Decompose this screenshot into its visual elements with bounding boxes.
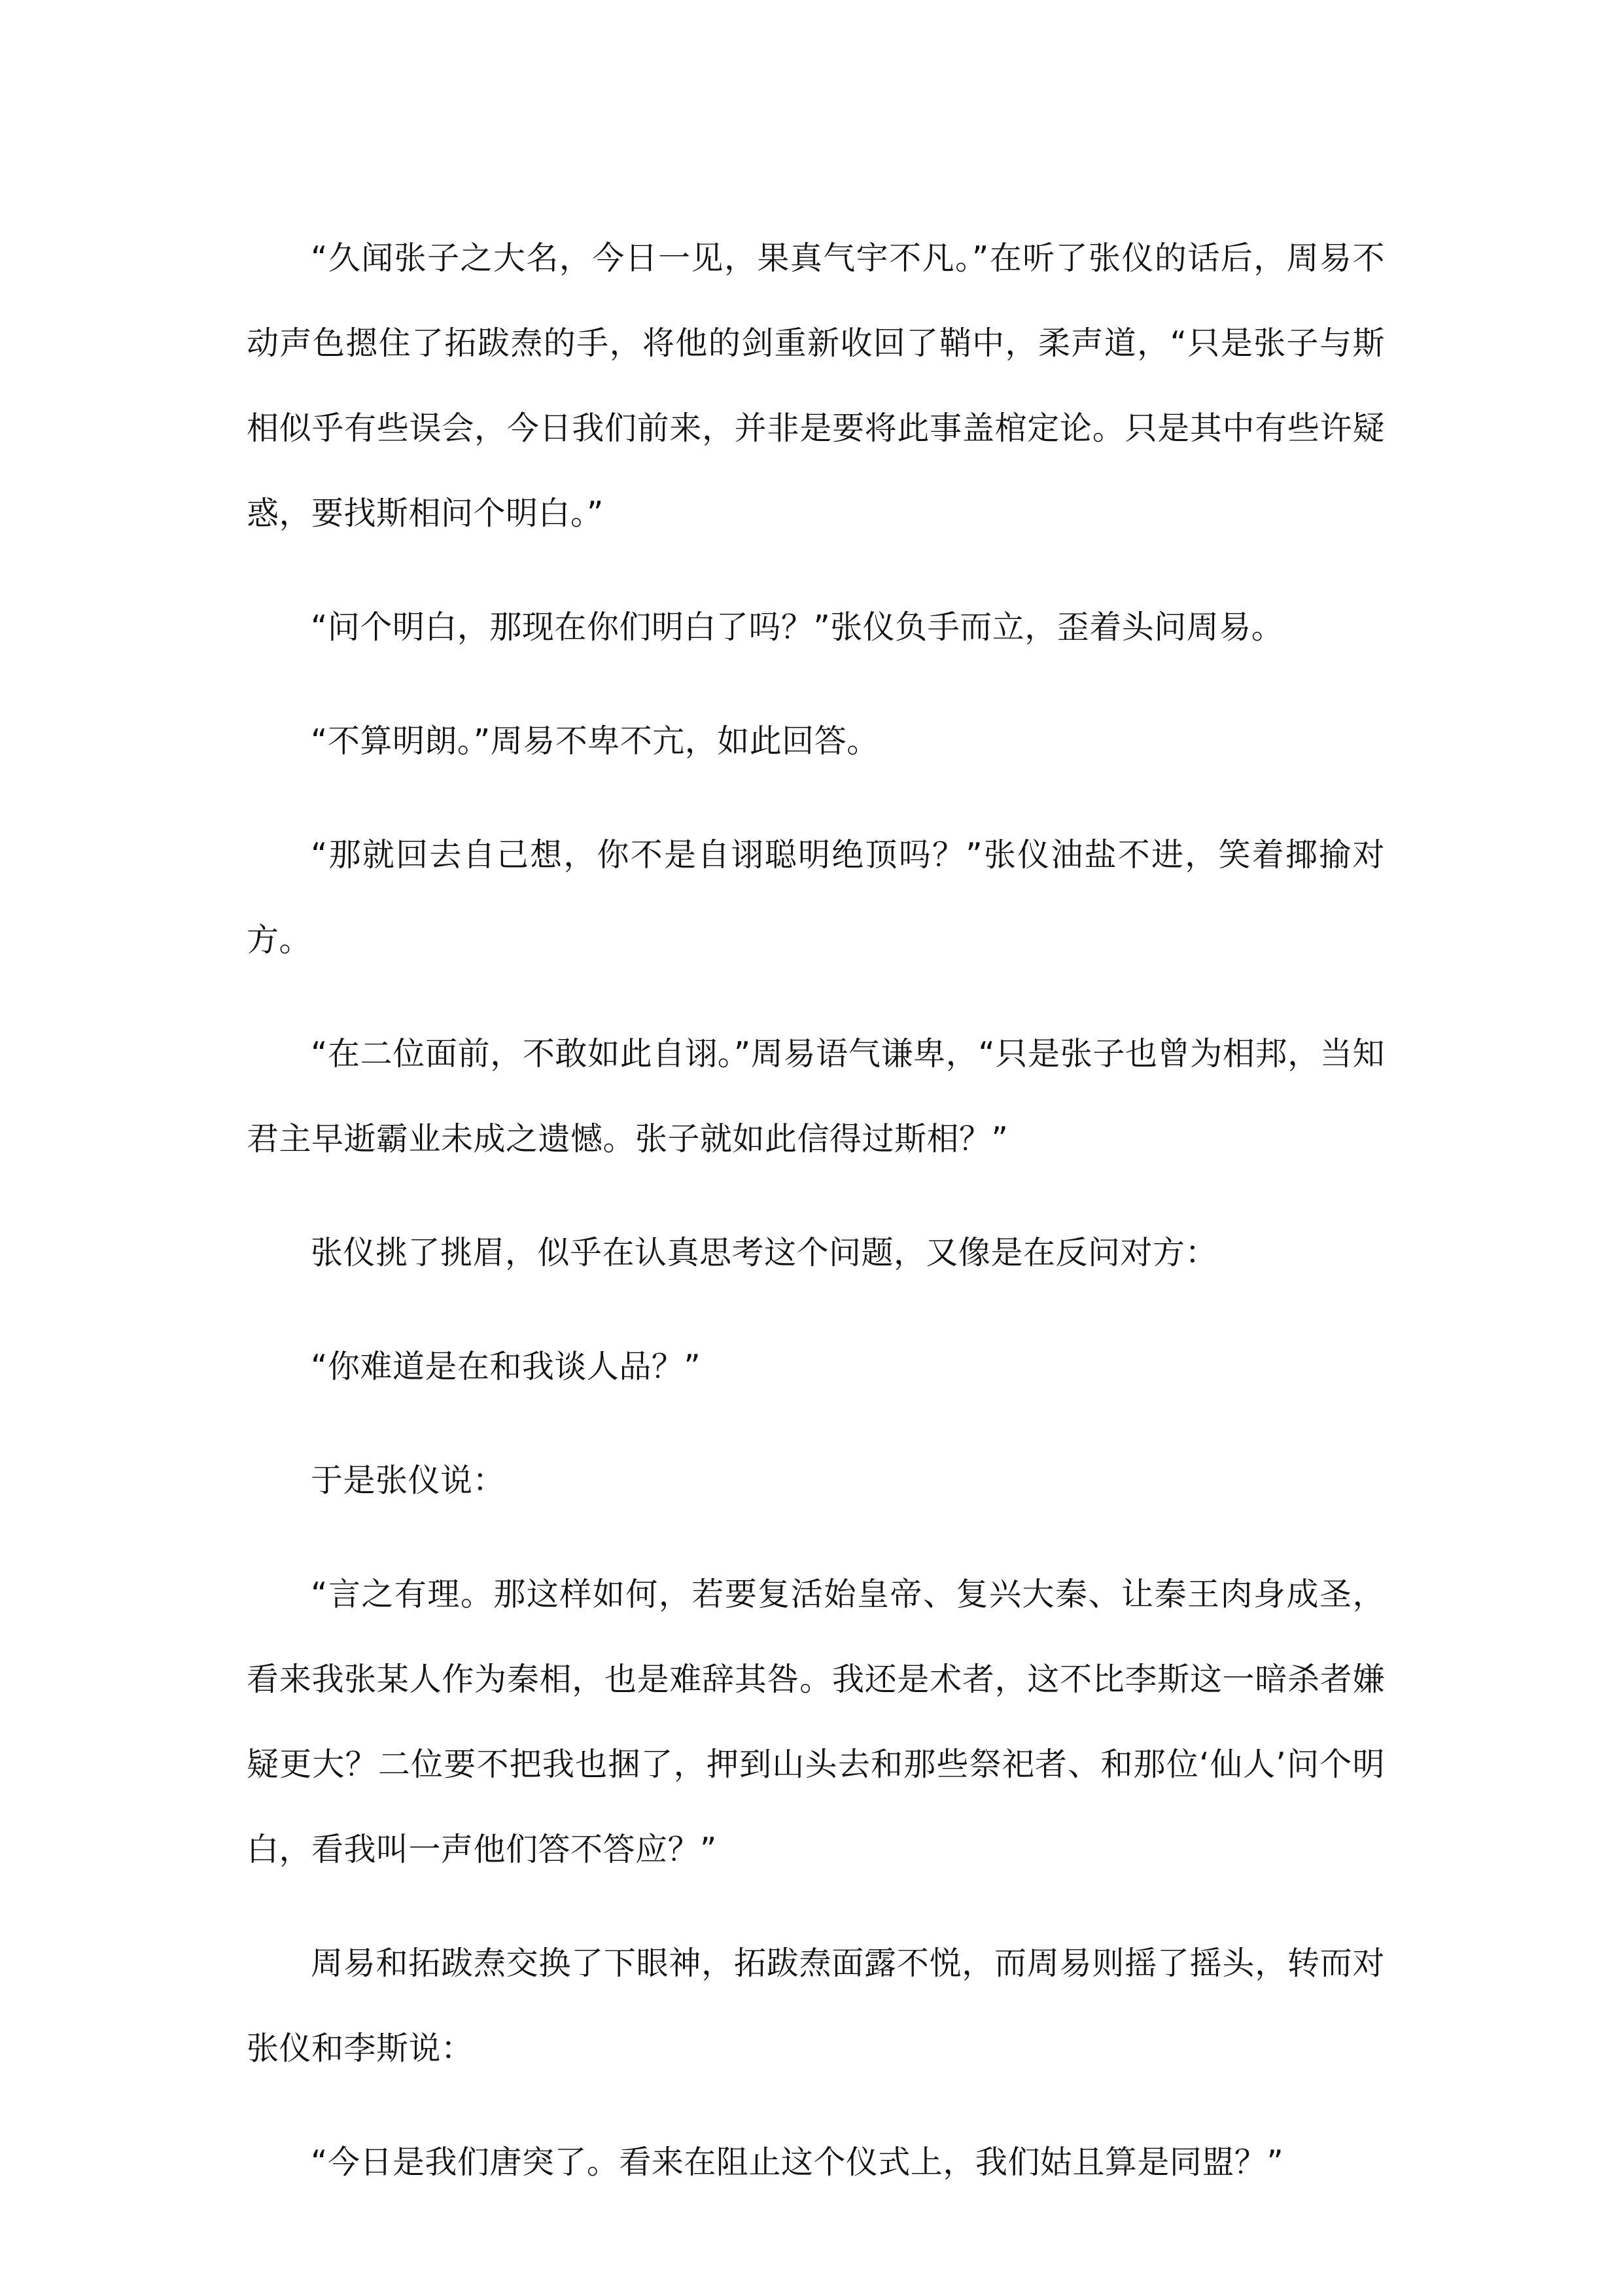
paragraph-5: “在二位面前，不敢如此自诩。”周易语气谦卑，“只是张子也曾为相邦，当知君主早逝霸业未成之遗憾。张子就如此信得过斯相？”	[247, 1035, 1385, 1157]
paragraph-9: “言之有理。那这样如何，若要复活始皇帝、复兴大秦、让秦王肉身成圣，看来我张某人作为秦相，也是难辞其咎。我还是术者，这不比李斯这一暗杀者嫌疑更大？二位要不把我也捆了，押到山头去和那些祭祀者、和那位‘仙人’问个明白，看我叫一声他们答不答应？”	[247, 1576, 1385, 1868]
paragraph-1: “久闻张子之大名，今日一见，果真气宇不凡。”在听了张仪的话后，周易不动声色摁住了拓跋焘的手，将他的剑重新收回了鞘中，柔声道，“只是张子与斯相似乎有些误会，今日我们前来，并非是要将此事盖棺定论。只是其中有些许疑惑，要找斯相问个明白。”	[247, 239, 1385, 532]
document-page	[247, 216, 1385, 2205]
paragraph-3: “不算明朗。”周易不卑不亢，如此回答。	[311, 722, 879, 760]
paragraph-6: 张仪挑了挑眉，似乎在认真思考这个问题，又像是在反问对方：	[311, 1234, 1218, 1271]
paragraph-7: “你难道是在和我谈人品？”	[311, 1348, 701, 1385]
paragraph-2: “问个明白，那现在你们明白了吗？”张仪负手而立，歪着头问周易。	[311, 609, 1284, 646]
paragraph-4: “那就回去自己想，你不是自诩聪明绝顶吗？”张仪油盐不进，笑着揶揄对方。	[247, 836, 1385, 959]
paragraph-8: 于是张仪说：	[311, 1462, 506, 1499]
paragraph-10: 周易和拓跋焘交换了下眼神，拓跋焘面露不悦，而周易则摇了摇头，转而对张仪和李斯说：	[247, 1945, 1385, 2067]
paragraph-11: “今日是我们唐突了。看来在阻止这个仪式上，我们姑且算是同盟？”	[311, 2144, 1284, 2181]
